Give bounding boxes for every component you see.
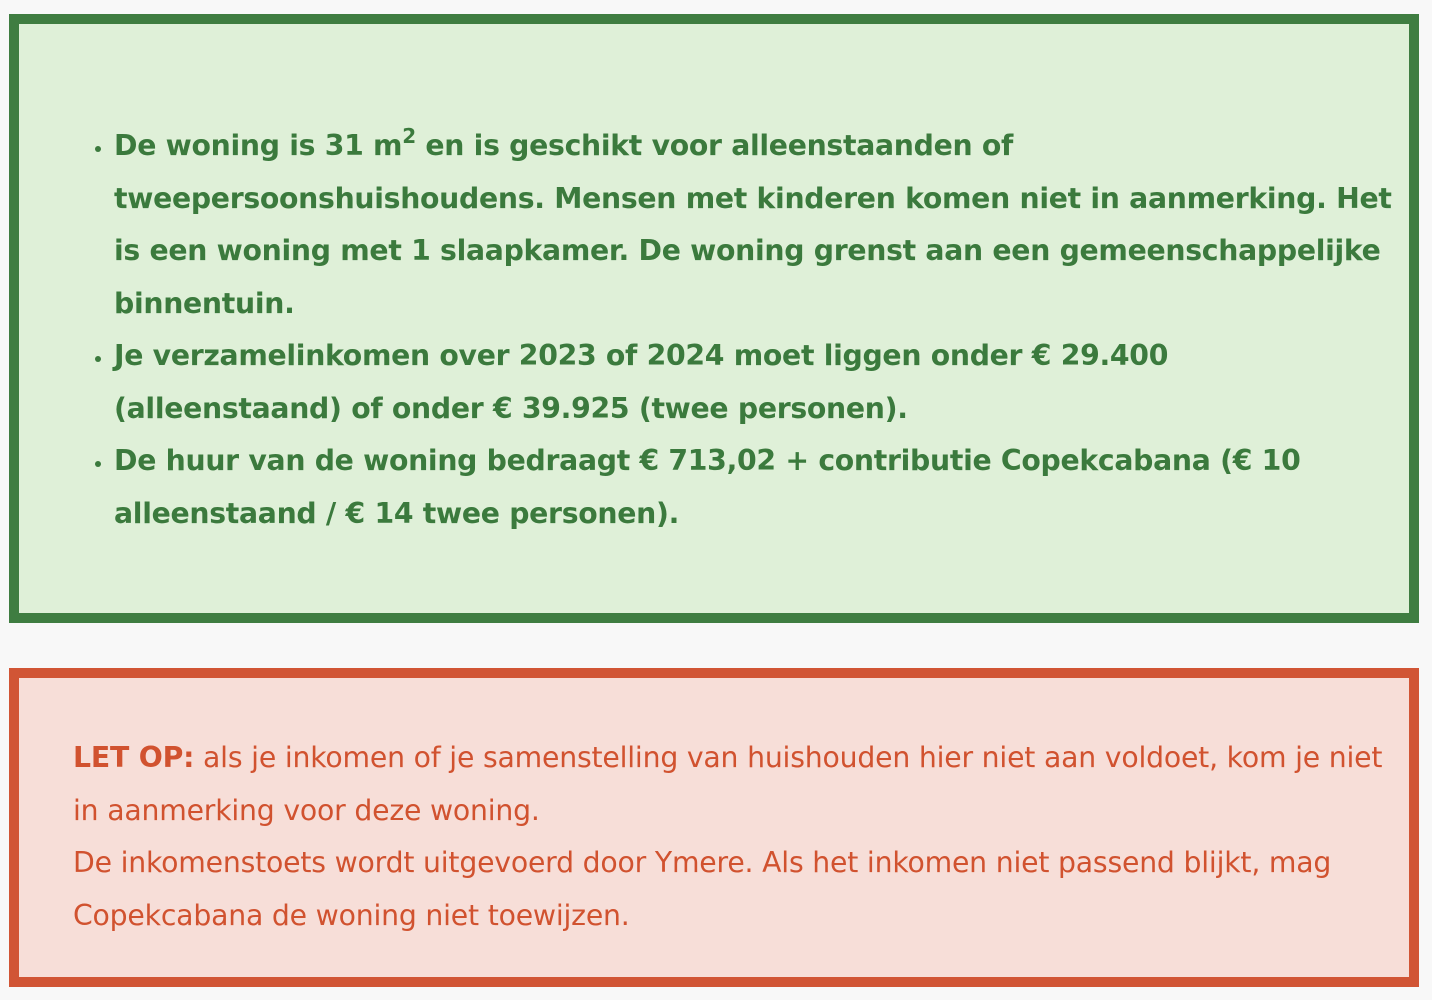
superscript: 2 (402, 124, 416, 148)
list-item-text: De woning is 31 m (114, 129, 403, 162)
requirements-list (71, 120, 1394, 540)
warning-label: LET OP: (73, 741, 195, 774)
list-item-text-continued: en is geschikt voor alleenstaanden of tweepersoonshuishoudens. Mensen met kinderen komen niet in aanmerking. Het is een woning met 1 slaapkamer. De woning grenst aan een gemeenschappelijke binnentuin. (114, 129, 1392, 320)
warning-box (9, 668, 1419, 987)
list-item: • Je verzamelinkomen over 2023 of 2024 moet liggen onder € 29.400 (alleenstaand) of onder € 39.925 (twee personen). (114, 330, 1394, 435)
list-item: • De huur van de woning bedraagt € 713,02 + contributie Copekcabana (€ 10 alleenstaand / € 14 twee personen). (114, 435, 1394, 540)
income-check-text: De inkomenstoets wordt uitgevoerd door Ymere. Als het inkomen niet passend blijkt, mag Copekcabana de woning niet toewijzen. (73, 846, 1332, 932)
list-item (114, 120, 1394, 330)
warning-text: als je inkomen of je samenstelling van huishouden hier niet aan voldoet, kom je niet in aanmerking voor deze woning. (73, 741, 1383, 827)
warning-paragraph (73, 732, 1383, 837)
info-box (9, 14, 1419, 623)
warning-content (73, 732, 1383, 942)
